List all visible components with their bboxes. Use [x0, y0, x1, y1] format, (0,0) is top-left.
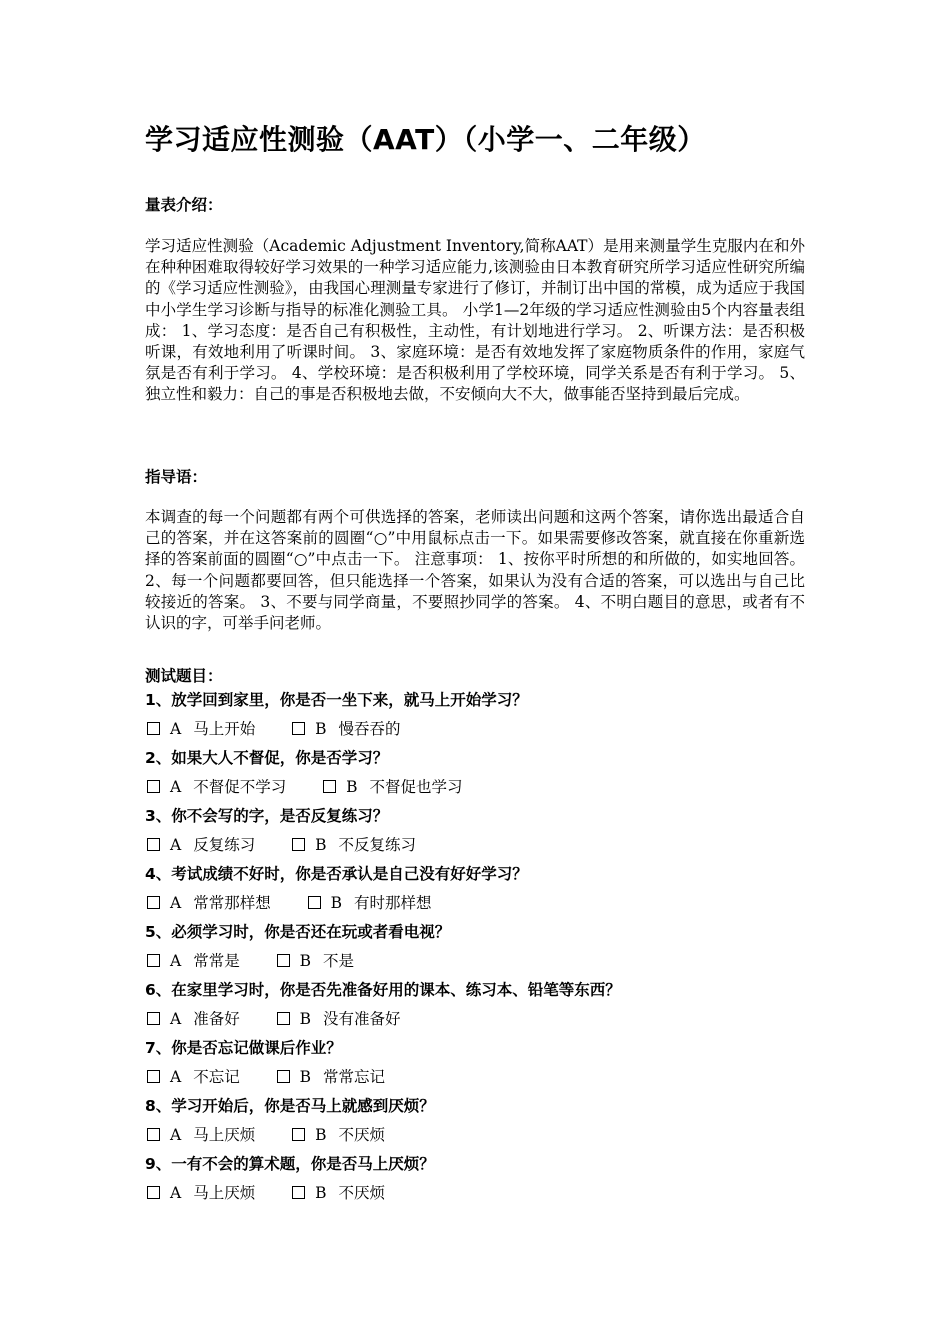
checkbox-icon[interactable]	[147, 722, 160, 735]
option-a[interactable]	[145, 947, 240, 976]
option-b[interactable]	[275, 1063, 385, 1092]
checkbox-icon[interactable]	[147, 896, 160, 909]
option-label: 有时那样想	[354, 894, 432, 912]
option-label: 不督促不学习	[193, 778, 287, 796]
checkbox-icon[interactable]	[292, 1128, 305, 1141]
option-letter: B	[315, 1184, 327, 1202]
option-label: 马上厌烦	[193, 1126, 256, 1144]
option-label: 马上厌烦	[193, 1184, 256, 1202]
option-label: 不反复练习	[338, 836, 417, 854]
intro-paragraph: 学习适应性测验（Academic Adjustment Inventory,简称AAT）是用来测量学生克服内在和外在种种困难取得较好学习效果的一种学习适应能力,该测验由日本教育研究所学习适应性研究所编的《学习适应性测验》，由我国心理测量专家进行了修订，并制订出中国的常模，成为适应于我国中小学生学习诊断与指导的标准化测验工具。 小学1—2年级的学习适应性测验由5个内容量表组成： 1、学习态度：是否自己有积极性，主动性，有计划地进行学习。 2、听课方法：是否积极听课，有效地利用了听课时间。 3、家庭环境：是否有效地发挥了家庭物质条件的作用，家庭气氛是否有利于学习。 4、学校环境：是否积极利用了学校环境，同学关系是否有利于学习。 5、独立性和毅力：自己的事是否积极地去做，不安倾向大不大，做事能否坚持到最后完成。	[145, 237, 805, 404]
option-label: 慢吞吞的	[338, 720, 401, 738]
answer-options	[145, 715, 805, 744]
answer-options	[145, 1063, 805, 1092]
guide-heading: 指导语：	[145, 468, 208, 486]
option-label: 常常是	[193, 952, 240, 970]
question-list	[145, 686, 805, 1208]
option-a[interactable]	[145, 773, 286, 802]
option-letter: A	[170, 1184, 182, 1202]
answer-options	[145, 831, 805, 860]
option-label: 马上开始	[193, 720, 256, 738]
checkbox-icon[interactable]	[292, 838, 305, 851]
question-text: 1、放学回到家里，你是否一坐下来，就马上开始学习？	[145, 691, 528, 709]
question-text: 7、你是否忘记做课后作业？	[145, 1039, 342, 1057]
option-label: 不督促也学习	[369, 778, 463, 796]
option-b[interactable]	[290, 1179, 385, 1208]
test-heading: 测试题目：	[145, 667, 223, 685]
question-item	[145, 1150, 805, 1208]
checkbox-icon[interactable]	[147, 838, 160, 851]
answer-options	[145, 1121, 805, 1150]
checkbox-icon[interactable]	[147, 1186, 160, 1199]
checkbox-icon[interactable]	[147, 1128, 160, 1141]
option-label: 不是	[323, 952, 355, 970]
option-a[interactable]	[145, 715, 255, 744]
checkbox-icon[interactable]	[277, 954, 290, 967]
option-label: 不厌烦	[338, 1126, 386, 1144]
option-letter: A	[170, 836, 182, 854]
intro-heading: 量表介绍：	[145, 196, 223, 214]
option-a[interactable]	[145, 1121, 255, 1150]
option-label: 常常忘记	[323, 1068, 386, 1086]
option-label: 常常那样想	[193, 894, 271, 912]
option-b[interactable]	[290, 831, 416, 860]
checkbox-icon[interactable]	[308, 896, 321, 909]
option-letter: B	[315, 836, 327, 854]
checkbox-icon[interactable]	[147, 1012, 160, 1025]
option-letter: B	[330, 894, 343, 912]
question-item	[145, 744, 805, 802]
checkbox-icon[interactable]	[147, 1070, 160, 1083]
question-item	[145, 1092, 805, 1150]
option-letter: B	[315, 720, 327, 738]
option-label: 反复练习	[193, 836, 256, 854]
option-letter: B	[315, 1126, 327, 1144]
option-a[interactable]	[145, 1179, 255, 1208]
checkbox-icon[interactable]	[277, 1070, 290, 1083]
option-label: 不厌烦	[338, 1184, 386, 1202]
question-item	[145, 802, 805, 860]
option-a[interactable]	[145, 831, 255, 860]
option-a[interactable]	[145, 1005, 240, 1034]
option-letter: A	[170, 1010, 182, 1028]
checkbox-icon[interactable]	[147, 780, 160, 793]
question-text: 9、一有不会的算术题，你是否马上厌烦？	[145, 1155, 435, 1173]
option-letter: A	[170, 1068, 182, 1086]
question-text: 5、必须学习时，你是否还在玩或者看电视？	[145, 923, 451, 941]
option-letter: A	[170, 720, 182, 738]
option-letter: B	[299, 1010, 312, 1028]
option-letter: B	[299, 1068, 312, 1086]
checkbox-icon[interactable]	[292, 1186, 305, 1199]
question-item	[145, 976, 805, 1034]
answer-options	[145, 947, 805, 976]
question-text: 6、在家里学习时，你是否先准备好用的课本、练习本、铅笔等东西？	[145, 981, 621, 999]
answer-options	[145, 1179, 805, 1208]
option-letter: B	[299, 952, 312, 970]
checkbox-icon[interactable]	[277, 1012, 290, 1025]
answer-options	[145, 773, 805, 802]
question-text: 3、你不会写的字，是否反复练习？	[145, 807, 389, 825]
option-letter: A	[170, 894, 182, 912]
checkbox-icon[interactable]	[292, 722, 305, 735]
option-letter: B	[346, 778, 358, 796]
option-label: 准备好	[193, 1010, 240, 1028]
guide-paragraph: 本调查的每一个问题都有两个可供选择的答案，老师读出问题和这两个答案，请你选出最适合自己的答案，并在这答案前的圆圈“○”中用鼠标点击一下。如果需要修改答案，就直接在你重新选择的答案前面的圆圈“○”中点击一下。 注意事项： 1、按你平时所想的和所做的，如实地回答。 2、每一个问题都要回答，但只能选择一个答案，如果认为没有合适的答案，可以选出与自己比较接近的答案。 3、不要与同学商量，不要照抄同学的答案。 4、不明白题目的意思，或者有不认识的字，可举手问老师。	[145, 508, 805, 633]
question-item	[145, 686, 805, 744]
question-text: 2、如果大人不督促，你是否学习？	[145, 749, 389, 767]
answer-options	[145, 1005, 805, 1034]
question-text: 8、学习开始后，你是否马上就感到厌烦？	[145, 1097, 435, 1115]
option-b[interactable]	[275, 947, 354, 976]
answer-options	[145, 889, 805, 918]
option-b[interactable]	[275, 1005, 401, 1034]
option-b[interactable]	[290, 715, 400, 744]
option-label: 不忘记	[193, 1068, 240, 1086]
checkbox-icon[interactable]	[147, 954, 160, 967]
option-letter: A	[170, 1126, 182, 1144]
option-letter: A	[170, 952, 182, 970]
option-label: 没有准备好	[323, 1010, 401, 1028]
question-item	[145, 1034, 805, 1092]
question-item	[145, 860, 805, 918]
option-b[interactable]	[290, 1121, 385, 1150]
checkbox-icon[interactable]	[323, 780, 336, 793]
option-b[interactable]	[321, 773, 462, 802]
question-item	[145, 918, 805, 976]
option-letter: A	[170, 778, 182, 796]
option-a[interactable]	[145, 889, 271, 918]
page-title: 学习适应性测验（AAT）（小学一、二年级）	[145, 123, 706, 156]
question-text: 4、考试成绩不好时，你是否承认是自己没有好好学习？	[145, 865, 528, 883]
option-b[interactable]	[306, 889, 432, 918]
option-a[interactable]	[145, 1063, 240, 1092]
